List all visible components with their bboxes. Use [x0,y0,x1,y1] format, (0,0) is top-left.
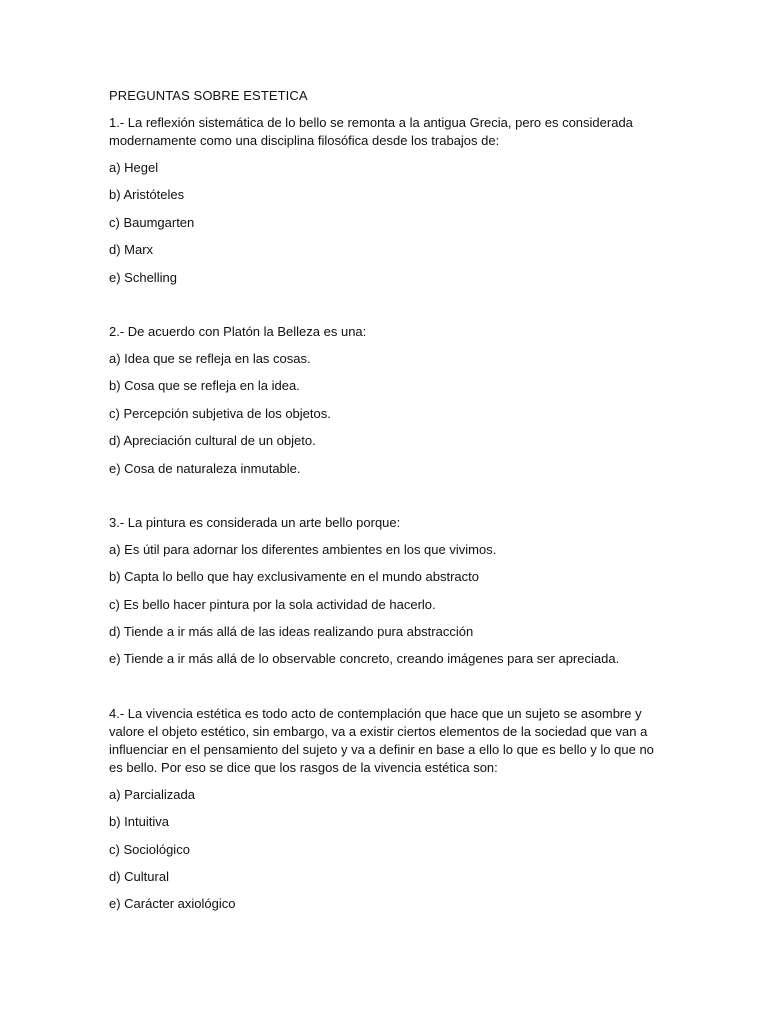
answer-option: c) Percepción subjetiva de los objetos. [109,405,331,421]
answer-option: c) Sociológico [109,841,190,857]
document-body [109,87,669,923]
answer-option: b) Aristóteles [109,187,185,203]
answer-option: e) Cosa de naturaleza inmutable. [109,460,301,476]
question-3 [109,514,669,669]
answer-option: e) Schelling [109,269,177,285]
question-1 [109,114,669,287]
answer-option: a) Idea que se refleja en las cosas. [109,350,311,366]
answer-option: b) Cosa que se refleja en la idea. [109,378,300,394]
question-2 [109,323,669,478]
question-stem: 1.- La reflexión sistemática de lo bello se remonta a la antigua Grecia, pero es considerada modernamente como una disciplina filosófica desde los trabajos de: [109,115,633,148]
question-stem: 2.- De acuerdo con Platón la Belleza es una: [109,323,367,339]
answer-option: c) Es bello hacer pintura por la sola actividad de hacerlo. [109,596,436,612]
answer-option: e) Carácter axiológico [109,896,236,912]
question-spacer [109,296,669,323]
question-spacer [109,487,669,514]
answer-option: b) Intuitiva [109,814,169,830]
answer-option: d) Tiende a ir más allá de las ideas realizando pura abstracción [109,624,474,640]
answer-option: a) Es útil para adornar los diferentes ambientes en los que vivimos. [109,541,497,557]
answer-option: a) Hegel [109,160,159,175]
answer-option: d) Cultural [109,869,169,885]
answer-option: d) Apreciación cultural de un objeto. [109,433,316,449]
answer-option: e) Tiende a ir más allá de lo observable concreto, creando imágenes para ser apreciada. [109,651,620,667]
question-stem: 3.- La pintura es considerada un arte bello porque: [109,514,401,530]
answer-option: d) Marx [109,242,154,258]
answer-option: b) Capta lo bello que hay exclusivamente en el mundo abstracto [109,569,479,585]
answer-option: c) Baumgarten [109,214,195,230]
page-title: PREGUNTAS SOBRE ESTETICA [109,88,308,103]
question-4 [109,705,669,914]
question-stem: 4.- La vivencia estética es todo acto de contemplación que hace que un sujeto se asombre y valore el objeto estético, sin embargo, va a existir ciertos elementos de la sociedad que van a influenciar en el pensamiento del sujeto y va a definir en base a ello lo que es bello y lo que no es bello. Por eso se dice que los rasgos de la vivencia estética son: [109,705,654,775]
answer-option: a) Parcializada [109,786,195,802]
question-spacer [109,678,669,705]
